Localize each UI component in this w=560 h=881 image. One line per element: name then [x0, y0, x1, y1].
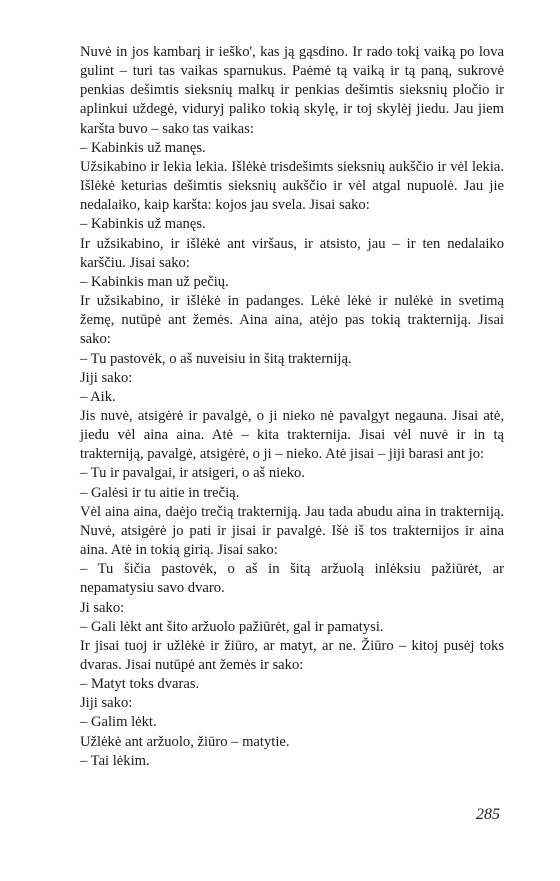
- paragraph: Užlėkė ant aržuolo, žiūro – matytie.: [80, 733, 290, 750]
- paragraph: – Aik.: [80, 388, 116, 405]
- paragraph: – Tu pastovėk, o aš nuveisiu in šitą trakterniją.: [80, 350, 352, 367]
- paragraph: – Matyt toks dvaras.: [80, 676, 200, 693]
- paragraph: Ir užsikabino, ir išlėkė in padanges. Lėkė lėkė ir nulėkė in svetimą žemę, nutūpė ant žemės. Aina aina, atėjo pas tokią trakterniją. Jisai sako:: [80, 293, 504, 348]
- paragraph: – Galėsi ir tu aitie in trečią.: [80, 484, 240, 501]
- paragraph: – Tai lėkim.: [80, 752, 150, 769]
- paragraph: – Gali lėkt ant šito aržuolo pažiūrėt, gal ir pamatysi.: [80, 618, 384, 635]
- paragraph: Užsikabino ir lekia lekia. Išlėkė trisdešimts sieksnių aukščio ir vėl lekia. Išlėkė keturias dešimtis sieksnių aukščio ir vėl atgal nupuolė. Jau jie nedalaiko, kaip karšta: kojos jau svela. Jisai sako:: [80, 158, 504, 214]
- paragraph: Ji sako:: [80, 599, 125, 616]
- paragraph: – Tu ir pavalgai, ir atsigeri, o aš nieko.: [80, 465, 305, 482]
- paragraph: Jis nuvė, atsigėrė ir pavalgė, o ji nieko nė pavalgyt negauna. Jisai atė, jiedu vėl aina aina. Atė – kita trakternija. Jisai vėl nuvė ir in tą trakterniją, pavalgė, atsigėrė, o ji – nieko. Atė jisai – jiji barasi ant jo:: [80, 407, 504, 463]
- paragraph: Jiji sako:: [80, 369, 133, 386]
- paragraph: Jiji sako:: [80, 695, 133, 712]
- paragraph: – Kabinkis už manęs.: [80, 216, 206, 233]
- paragraph: Nuvė in jos kambarį ir ieško', kas ją gąsdino. Ir rado tokį vaiką po lova gulint – turi tas vaikas sparnukus. Paėmė tą vaiką ir tą paną, sukrovė penkias dešimtis sieksnių malkų ir penkias dešimtis sieksnių pločio ir aplinkui uždegė, viduryj paliko tokią skylę, ir toj skylėj jiedu. Jau jiem karšta buvo – sako tas vaikas:: [80, 44, 504, 137]
- page-number: 285: [476, 806, 500, 823]
- page-text: [80, 43, 504, 771]
- paragraph: Ir jisai tuoj ir užlėkė ir žiūro, ar matyt, ar ne. Žiūro – kitoj pusėj toks dvaras. Jisai nutūpė ant žemės ir sako:: [80, 637, 504, 673]
- paragraph: Ir užsikabino, ir išlėkė ant viršaus, ir atsisto, jau – ir ten nedalaiko karščiu. Jisai sako:: [80, 235, 504, 271]
- paragraph: – Kabinkis man už pečių.: [80, 273, 229, 290]
- paragraph: – Galim lėkt.: [80, 714, 157, 731]
- paragraph: – Kabinkis už manęs.: [80, 139, 206, 156]
- paragraph: – Tu šičia pastovėk, o aš in šitą aržuolą inlėksiu pažiūrėt, ar nepamatysiu savo dvaro.: [80, 561, 504, 597]
- paragraph: Vėl aina aina, daėjo trečią trakterniją. Jau tada abudu aina in trakterniją. Nuvė, atsigėrė jo pati ir jisai ir pavalgė. Išė iš tos trakternijos ir aina aina. Atė in tokią girią. Jisai sako:: [80, 503, 504, 559]
